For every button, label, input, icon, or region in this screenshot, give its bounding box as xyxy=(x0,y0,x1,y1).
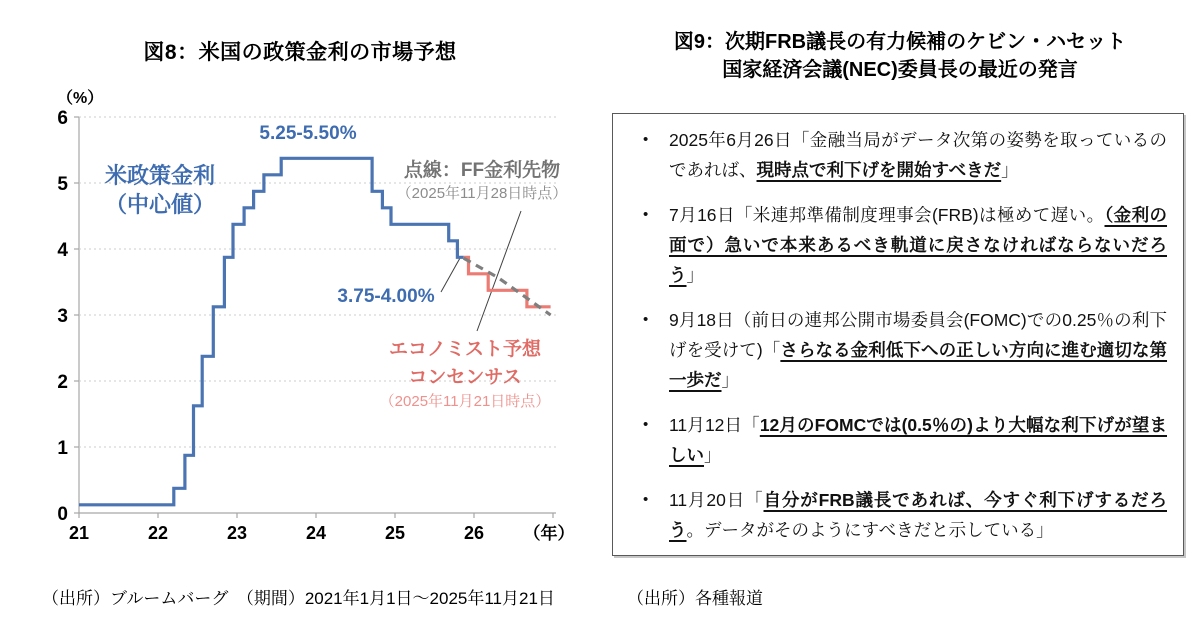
y-axis-unit-label: （%） xyxy=(57,90,104,107)
quote-item-3 xyxy=(641,305,1167,395)
figure9-panel xyxy=(600,0,1200,640)
bullet-icon: • xyxy=(643,491,649,508)
x-tick-label-24: 24 xyxy=(305,523,327,543)
quote-plain: 。データがそのようにすべきだと示している」 xyxy=(686,520,1054,540)
quote-text xyxy=(669,415,1167,465)
quote-plain: 2025年6月26日「金融当局がデータ次第の姿勢を取っているのであれば、 xyxy=(669,130,1167,180)
quote-emphasis: 自分がFRB議長であれば、今すぐ利下げするだろう xyxy=(669,490,1167,540)
quote-item-5 xyxy=(641,485,1167,545)
figure9-title-line2: 国家経済会議(NEC)委員長の最近の発言 xyxy=(722,59,1078,81)
bullet-icon: • xyxy=(643,131,649,148)
quote-item-1 xyxy=(641,125,1167,185)
y-tick-label-1: 1 xyxy=(57,438,68,459)
quote-list xyxy=(613,114,1183,545)
quote-text xyxy=(669,490,1167,540)
y-tick-label-4: 4 xyxy=(57,240,68,261)
policy-rate-chart xyxy=(0,80,600,550)
bullet-icon: • xyxy=(643,311,649,328)
quote-item-2 xyxy=(641,200,1167,290)
ff-futures-label: 点線：FF金利先物 xyxy=(403,160,561,181)
quote-text xyxy=(669,310,1167,390)
figure9-source: （出所）各種報道 xyxy=(627,589,763,608)
policy-rate-series-label xyxy=(85,161,235,219)
current-rate-annotation: 3.75-4.00% xyxy=(337,286,435,307)
leader-line-forecast xyxy=(477,211,521,331)
quote-item-4 xyxy=(641,410,1167,470)
figure9-title xyxy=(600,28,1200,84)
x-tick-label-22: 22 xyxy=(147,523,169,543)
quote-plain: 11月12日「 xyxy=(669,415,760,435)
x-tick-label-26: 26 xyxy=(463,523,485,543)
quote-plain: 」 xyxy=(686,265,704,285)
y-tick-label-2: 2 xyxy=(57,372,68,393)
quote-plain: 11月20日「 xyxy=(669,490,764,510)
bullet-icon: • xyxy=(643,416,649,433)
x-tick-label-23: 23 xyxy=(226,523,248,543)
policy-rate-series-label-line2: （中心値） xyxy=(104,192,215,218)
figure8-source: （出所）ブルームバーグ （期間）2021年1月1日～2025年11月21日 xyxy=(42,589,555,608)
quote-box xyxy=(612,113,1184,556)
economist-consensus-label-line2: コンセンサス xyxy=(408,367,522,388)
peak-rate-annotation: 5.25-5.50% xyxy=(259,123,357,144)
figure9-title-line1: 図9：次期FRB議長の有力候補のケビン・ハセット xyxy=(673,31,1127,53)
x-axis-unit-label: （年） xyxy=(523,524,575,543)
bullet-icon: • xyxy=(643,206,649,223)
policy-rate-series-label-line1: 米政策金利 xyxy=(104,163,215,188)
economist-consensus-date: （2025年11月21日時点） xyxy=(379,393,551,410)
quote-text xyxy=(669,130,1167,180)
y-tick-label-3: 3 xyxy=(57,306,68,327)
quote-emphasis: （金利の面で）急いで本来あるべき軌道に戻さなければならないだろう xyxy=(669,205,1168,285)
x-tick-label-21: 21 xyxy=(68,523,90,543)
quote-emphasis: 現時点で利下げを開始すべきだ xyxy=(756,160,1002,180)
economist-consensus-label-line1: エコノミスト予想 xyxy=(388,339,541,360)
figure8-title: 図8：米国の政策金利の市場予想 xyxy=(143,41,457,64)
quote-plain: 9月18日（前日の連邦公開市場委員会(FOMC)での0.25％の利下げを受けて)「 xyxy=(669,310,1167,360)
ff-futures-date: （2025年11月28日時点） xyxy=(396,185,568,202)
quote-emphasis: さらなる金利低下への正しい方向に進む適切な第一歩だ xyxy=(669,340,1168,390)
quote-text xyxy=(669,205,1167,285)
economist-consensus-label xyxy=(365,336,565,392)
quote-plain: 」 xyxy=(704,445,722,465)
quote-plain: 」 xyxy=(721,370,739,390)
quote-plain: 」 xyxy=(1001,160,1019,180)
quote-plain: 7月16日「米連邦準備制度理事会(FRB)は極めて遅い。 xyxy=(669,205,1105,225)
x-tick-label-25: 25 xyxy=(384,523,406,543)
y-tick-label-6: 6 xyxy=(57,108,68,129)
quote-emphasis: 12月のFOMCでは(0.5％の)より大幅な利下げが望ましい xyxy=(669,415,1167,465)
y-tick-label-5: 5 xyxy=(57,174,68,195)
y-tick-label-0: 0 xyxy=(57,504,68,525)
series-ff-futures xyxy=(464,258,551,315)
